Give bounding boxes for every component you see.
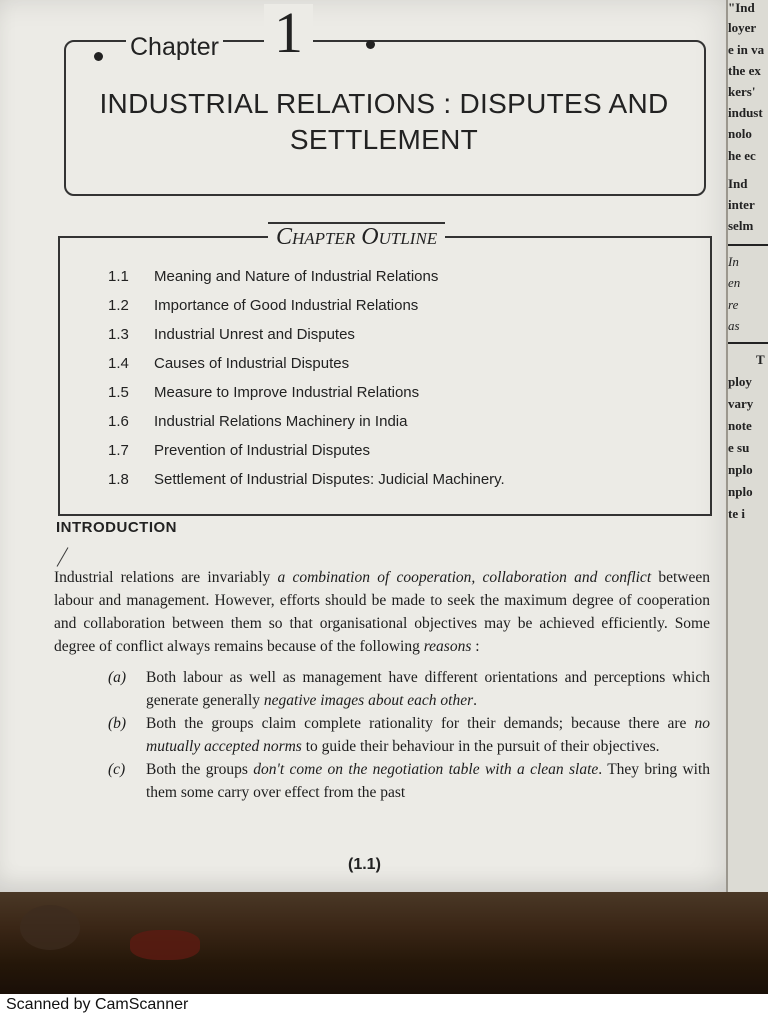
reason-text: [146, 758, 710, 804]
outline-item: [108, 471, 688, 500]
bullet-dot-icon: [366, 40, 375, 49]
outline-item-number: 1.4: [108, 355, 129, 372]
bullet-dot-icon: [94, 52, 103, 61]
outline-item-title: Measure to Improve Industrial Relations: [154, 384, 420, 401]
paragraph-text: :: [471, 637, 480, 655]
outline-item-title: Prevention of Industrial Disputes: [154, 442, 370, 459]
outline-item-title: Causes of Industrial Disputes: [154, 355, 350, 372]
paragraph-emphasis: a combination of cooperation, collaboration and conflict: [277, 568, 652, 586]
chapter-outline-list: [108, 268, 688, 500]
reason-text-part: Both the groups: [146, 761, 254, 778]
scanner-footer-text: Scanned by CamScanner: [6, 996, 189, 1013]
paragraph-text: between labour and management. However, efforts should be made to seek the maximum degree of cooperation and collaboration between them so that organisational objectives may be achieved efficiently. Some degree of conflict always remains because of the following: [54, 568, 711, 655]
facing-page-text: the ex: [728, 63, 761, 78]
background-stain: [130, 930, 200, 960]
facing-page-text: Ind: [728, 176, 748, 191]
outline-item-number: 1.5: [108, 384, 129, 401]
outline-item-number: 1.2: [108, 297, 129, 314]
facing-page-text: he ec: [728, 148, 756, 163]
chapter-label: Chapter: [126, 33, 223, 62]
facing-page-text: e su: [728, 440, 750, 455]
facing-page-text: selm: [728, 218, 754, 233]
reason-text-part: . They bring with them some carry over effect from the past: [146, 761, 711, 801]
facing-page-text: note: [728, 418, 752, 433]
facing-page-text: re: [728, 297, 739, 312]
reason-text-part: Both labour as well as management have different orientations and perceptions which generate generally: [146, 669, 710, 709]
reason-label: (b): [108, 715, 127, 732]
chapter-title-line: SETTLEMENT: [289, 124, 479, 155]
reason-text: [146, 712, 710, 758]
outline-item-title: Meaning and Nature of Industrial Relations: [154, 268, 439, 285]
outline-item-title: Industrial Unrest and Disputes: [154, 326, 355, 343]
reason-emphasis: no mutually accepted norms: [146, 715, 710, 755]
facing-page-text: nplo: [728, 484, 753, 499]
reason-item: [108, 666, 710, 712]
facing-page-rule: [728, 244, 768, 246]
outline-item: [108, 413, 688, 442]
chapter-title: [70, 86, 698, 158]
introduction-heading: INTRODUCTION: [56, 519, 177, 536]
reason-text-part: .: [473, 692, 477, 709]
reason-text-part: Both the groups claim complete rationality for their demands; because there are: [146, 715, 695, 732]
reason-label: (c): [108, 761, 126, 778]
facing-page-text: kers': [728, 84, 756, 99]
background-stain: [20, 905, 80, 950]
reason-item: [108, 758, 710, 804]
chapter-outline-heading: Chapter Outline: [268, 222, 445, 251]
background-surface: [0, 892, 768, 994]
chapter-title-line: INDUSTRIAL RELATIONS : DISPUTES AND: [99, 88, 669, 119]
facing-page-text: e in va: [728, 42, 765, 57]
outline-item: [108, 326, 688, 355]
outline-item: [108, 442, 688, 471]
facing-page: [726, 0, 768, 900]
outline-item: [108, 355, 688, 384]
page-number: (1.1): [348, 856, 381, 873]
outline-item-title: Importance of Good Industrial Relations: [154, 297, 419, 314]
facing-page-text: te i: [728, 506, 745, 521]
paragraph-emphasis: reasons: [423, 637, 472, 655]
facing-page-text: vary: [728, 396, 754, 411]
introduction-paragraph: [54, 566, 710, 658]
facing-page-text: indust: [728, 105, 763, 120]
outline-item: [108, 268, 688, 297]
scanner-footer: [0, 994, 768, 1024]
reason-label: (a): [108, 669, 127, 686]
facing-page-text: loyer: [728, 20, 757, 35]
outline-item-number: 1.1: [108, 268, 129, 285]
outline-item-number: 1.8: [108, 471, 129, 488]
outline-item: [108, 297, 688, 326]
outline-item: [108, 384, 688, 413]
facing-page-text: as: [728, 318, 740, 333]
facing-page-text: en: [728, 275, 741, 290]
facing-page-rule: [728, 342, 768, 344]
facing-page-text: T: [756, 352, 765, 367]
outline-item-title: Settlement of Industrial Disputes: Judicial Machinery.: [154, 471, 505, 488]
facing-page-text: inter: [728, 197, 755, 212]
outline-item-title: Industrial Relations Machinery in India: [154, 413, 408, 430]
reason-emphasis: don't come on the negotiation table with a clean slate: [253, 761, 599, 778]
facing-page-text: In: [728, 254, 739, 269]
reason-text: [146, 666, 710, 712]
outline-item-number: 1.3: [108, 326, 129, 343]
facing-page-text: nolo: [728, 126, 752, 141]
outline-item-number: 1.6: [108, 413, 129, 430]
outline-item-number: 1.7: [108, 442, 129, 459]
reason-emphasis: negative images about each other: [263, 692, 474, 709]
reasons-list: [108, 666, 710, 804]
facing-page-text: "Ind: [728, 0, 755, 15]
reason-item: [108, 712, 710, 758]
chapter-number: 1: [264, 4, 313, 62]
reason-text-part: to guide their behaviour in the pursuit of their objectives.: [301, 738, 660, 755]
paragraph-text: Industrial relations are invariably: [54, 568, 278, 586]
facing-page-text: ploy: [728, 374, 752, 389]
facing-page-text: nplo: [728, 462, 753, 477]
